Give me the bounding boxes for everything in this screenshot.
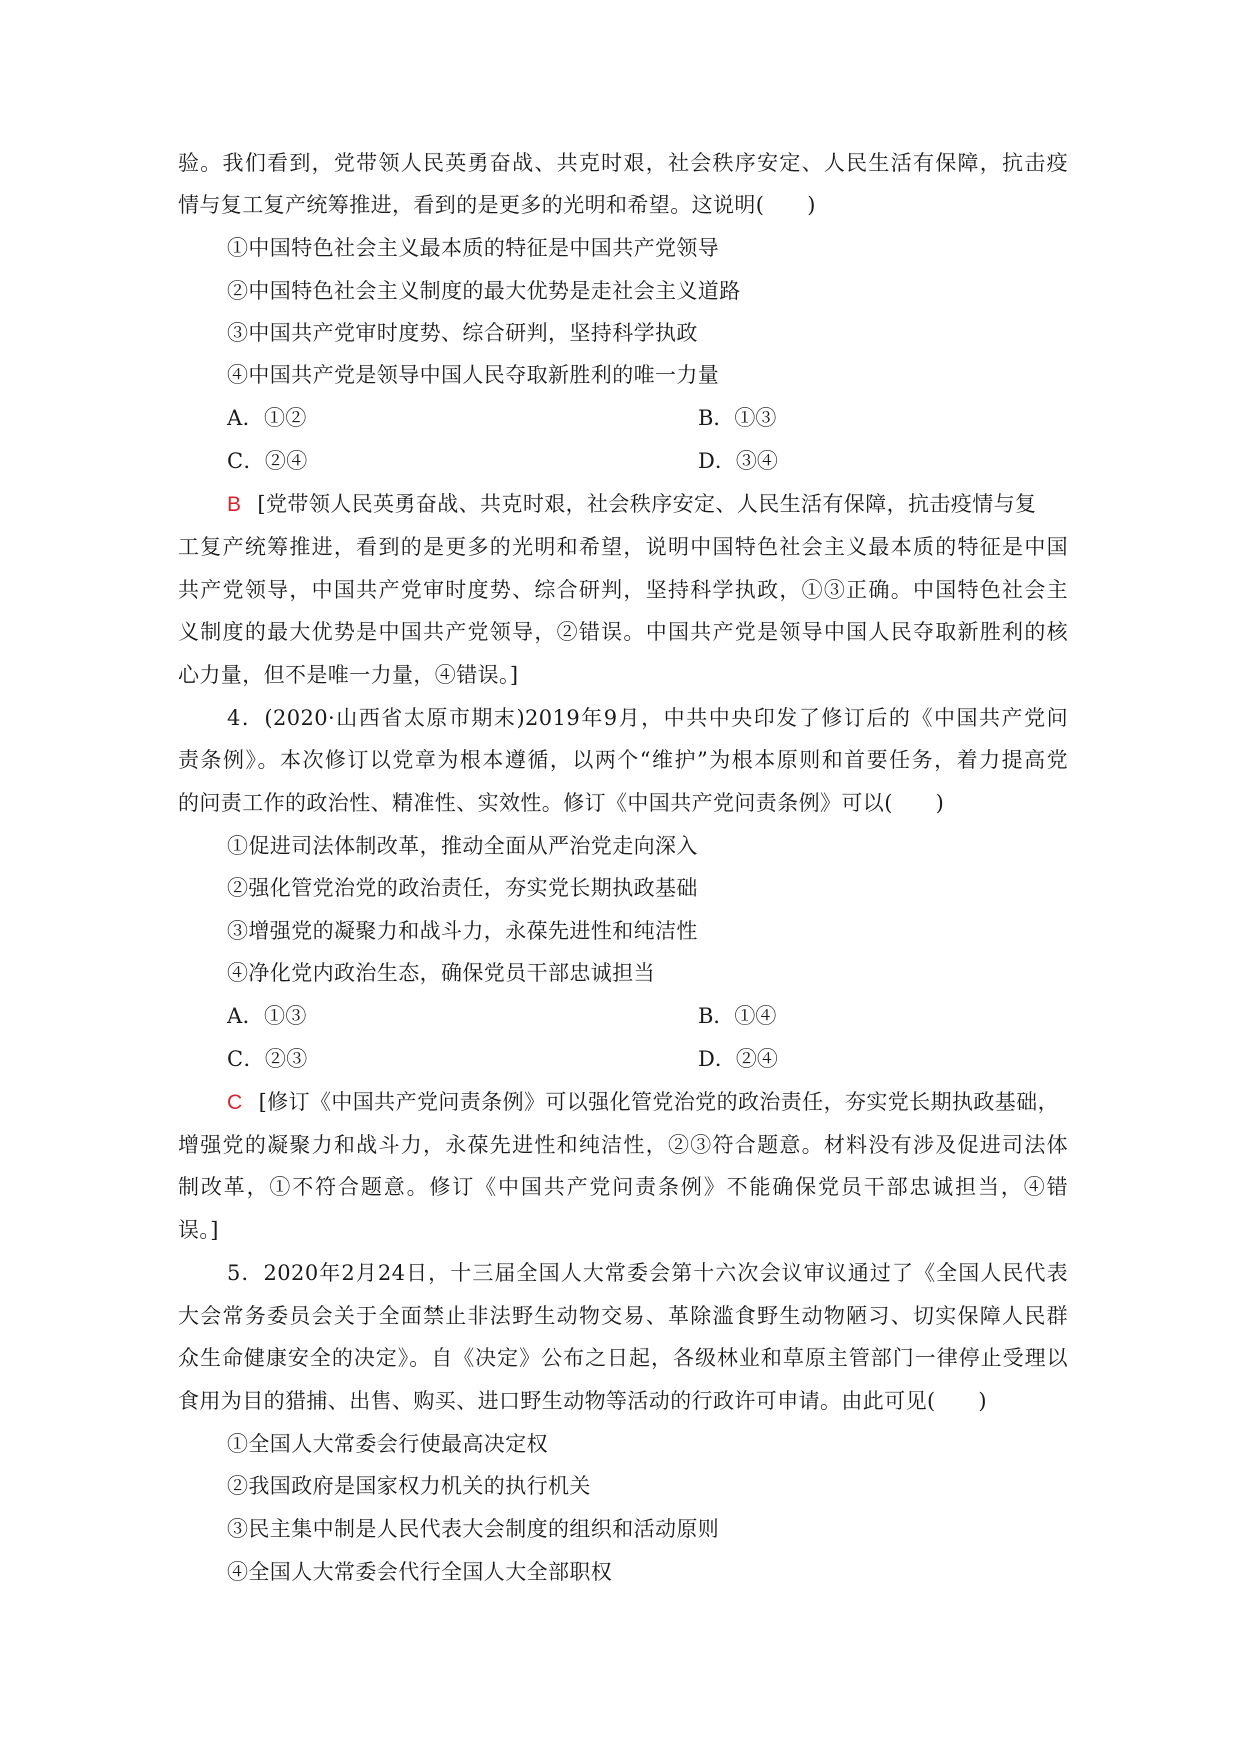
q4-explanation-line-2: 增强党的凝聚力和战斗力，永葆先进性和纯洁性，②③符合题意。材料没有涉及促进司法体 (178, 1133, 1068, 1157)
q3-answer-letter: B (227, 493, 242, 516)
q3-option-b: B．①③ (698, 406, 777, 430)
q5-item-4: ④全国人大常委会代行全国人大全部职权 (227, 1560, 613, 1584)
q5-stem-line-2: 大会常务委员会关于全面禁止非法野生动物交易、革除滥食野生动物陋习、切实保障人民群 (178, 1304, 1068, 1328)
q3-option-d: D．③④ (698, 449, 778, 473)
q4-explanation-line-3: 制改革，①不符合题意。修订《中国共产党问责条例》不能确保党员干部忠诚担当，④错 (178, 1175, 1068, 1199)
q4-item-2: ②强化管党治党的政治责任，夯实党长期执政基础 (227, 876, 698, 900)
q3-item-2: ②中国特色社会主义制度的最大优势是走社会主义道路 (227, 279, 741, 303)
q3-option-c: C．②④ (227, 449, 308, 473)
q3-item-1: ①中国特色社会主义最本质的特征是中国共产党领导 (227, 236, 720, 260)
q4-option-d: D．②④ (698, 1047, 778, 1071)
q3-explanation-text-1: [党带领人民英勇奋战、共克时艰，社会秩序安定、人民生活有保障，抗击疫情与复 (257, 492, 1037, 516)
q4-explanation-text-1: [修订《中国共产党问责条例》可以强化管党治党的政治责任，夯实党长期执政基础， (258, 1090, 1059, 1114)
q4-stem-line-3: 的问责工作的政治性、精准性、实效性。修订《中国共产党问责条例》可以( ) (178, 791, 945, 815)
q5-item-1: ①全国人大常委会行使最高决定权 (227, 1432, 548, 1456)
q4-stem-line-2: 责条例》。本次修订以党章为根本遵循，以两个“维护”为根本原则和首要任务，着力提高党 (178, 748, 1068, 772)
q4-explanation-line-4: 误。] (178, 1218, 219, 1242)
q3-explanation-line-5: 心力量，但不是唯一力量，④错误。] (178, 663, 519, 687)
q4-item-1: ①促进司法体制改革，推动全面从严治党走向深入 (227, 834, 698, 858)
q3-explanation-line-4: 义制度的最大优势是中国共产党领导，②错误。中国共产党是领导中国人民夺取新胜利的核 (178, 620, 1068, 644)
q4-item-3: ③增强党的凝聚力和战斗力，永葆先进性和纯洁性 (227, 919, 698, 943)
q5-stem-line-4: 食用为目的猎捕、出售、购买、进口野生动物等活动的行政许可申请。由此可见( ) (178, 1389, 987, 1413)
q4-option-c: C．②③ (227, 1047, 308, 1071)
q3-stem-line-1: 验。我们看到，党带领人民英勇奋战、共克时艰，社会秩序安定、人民生活有保障，抗击疫 (178, 151, 1068, 175)
q5-stem-line-3: 众生命健康安全的决定》。自《决定》公布之日起，各级林业和草原主管部门一律停止受理以 (178, 1346, 1068, 1370)
q5-stem-line-1: 5．2020年2月24日，十三届全国人大常委会第十六次会议审议通过了《全国人民代表 (227, 1261, 1068, 1285)
q4-option-a: A．①③ (227, 1004, 307, 1028)
q4-stem-line-1: 4．(2020·山西省太原市期末)2019年9月，中共中央印发了修订后的《中国共产党问 (227, 706, 1068, 730)
q4-explanation-line-1 (227, 1087, 1068, 1118)
q3-item-3: ③中国共产党审时度势、综合研判，坚持科学执政 (227, 321, 698, 345)
q4-option-b: B．①④ (698, 1004, 777, 1028)
q4-answer-letter: C (227, 1091, 243, 1114)
q4-item-4: ④净化党内政治生态，确保党员干部忠诚担当 (227, 961, 655, 985)
q3-stem-line-2: 情与复工复产统筹推进，看到的是更多的光明和希望。这说明( ) (178, 193, 816, 217)
q5-item-3: ③民主集中制是人民代表大会制度的组织和活动原则 (227, 1517, 720, 1541)
q3-explanation-line-1 (227, 489, 1068, 520)
q3-option-a: A．①② (227, 406, 307, 430)
q3-item-4: ④中国共产党是领导中国人民夺取新胜利的唯一力量 (227, 363, 720, 387)
q3-explanation-line-3: 共产党领导，中国共产党审时度势、综合研判，坚持科学执政，①③正确。中国特色社会主 (178, 578, 1068, 602)
q3-explanation-line-2: 工复产统筹推进，看到的是更多的光明和希望，说明中国特色社会主义最本质的特征是中国 (178, 535, 1068, 559)
q5-item-2: ②我国政府是国家权力机关的执行机关 (227, 1474, 591, 1498)
